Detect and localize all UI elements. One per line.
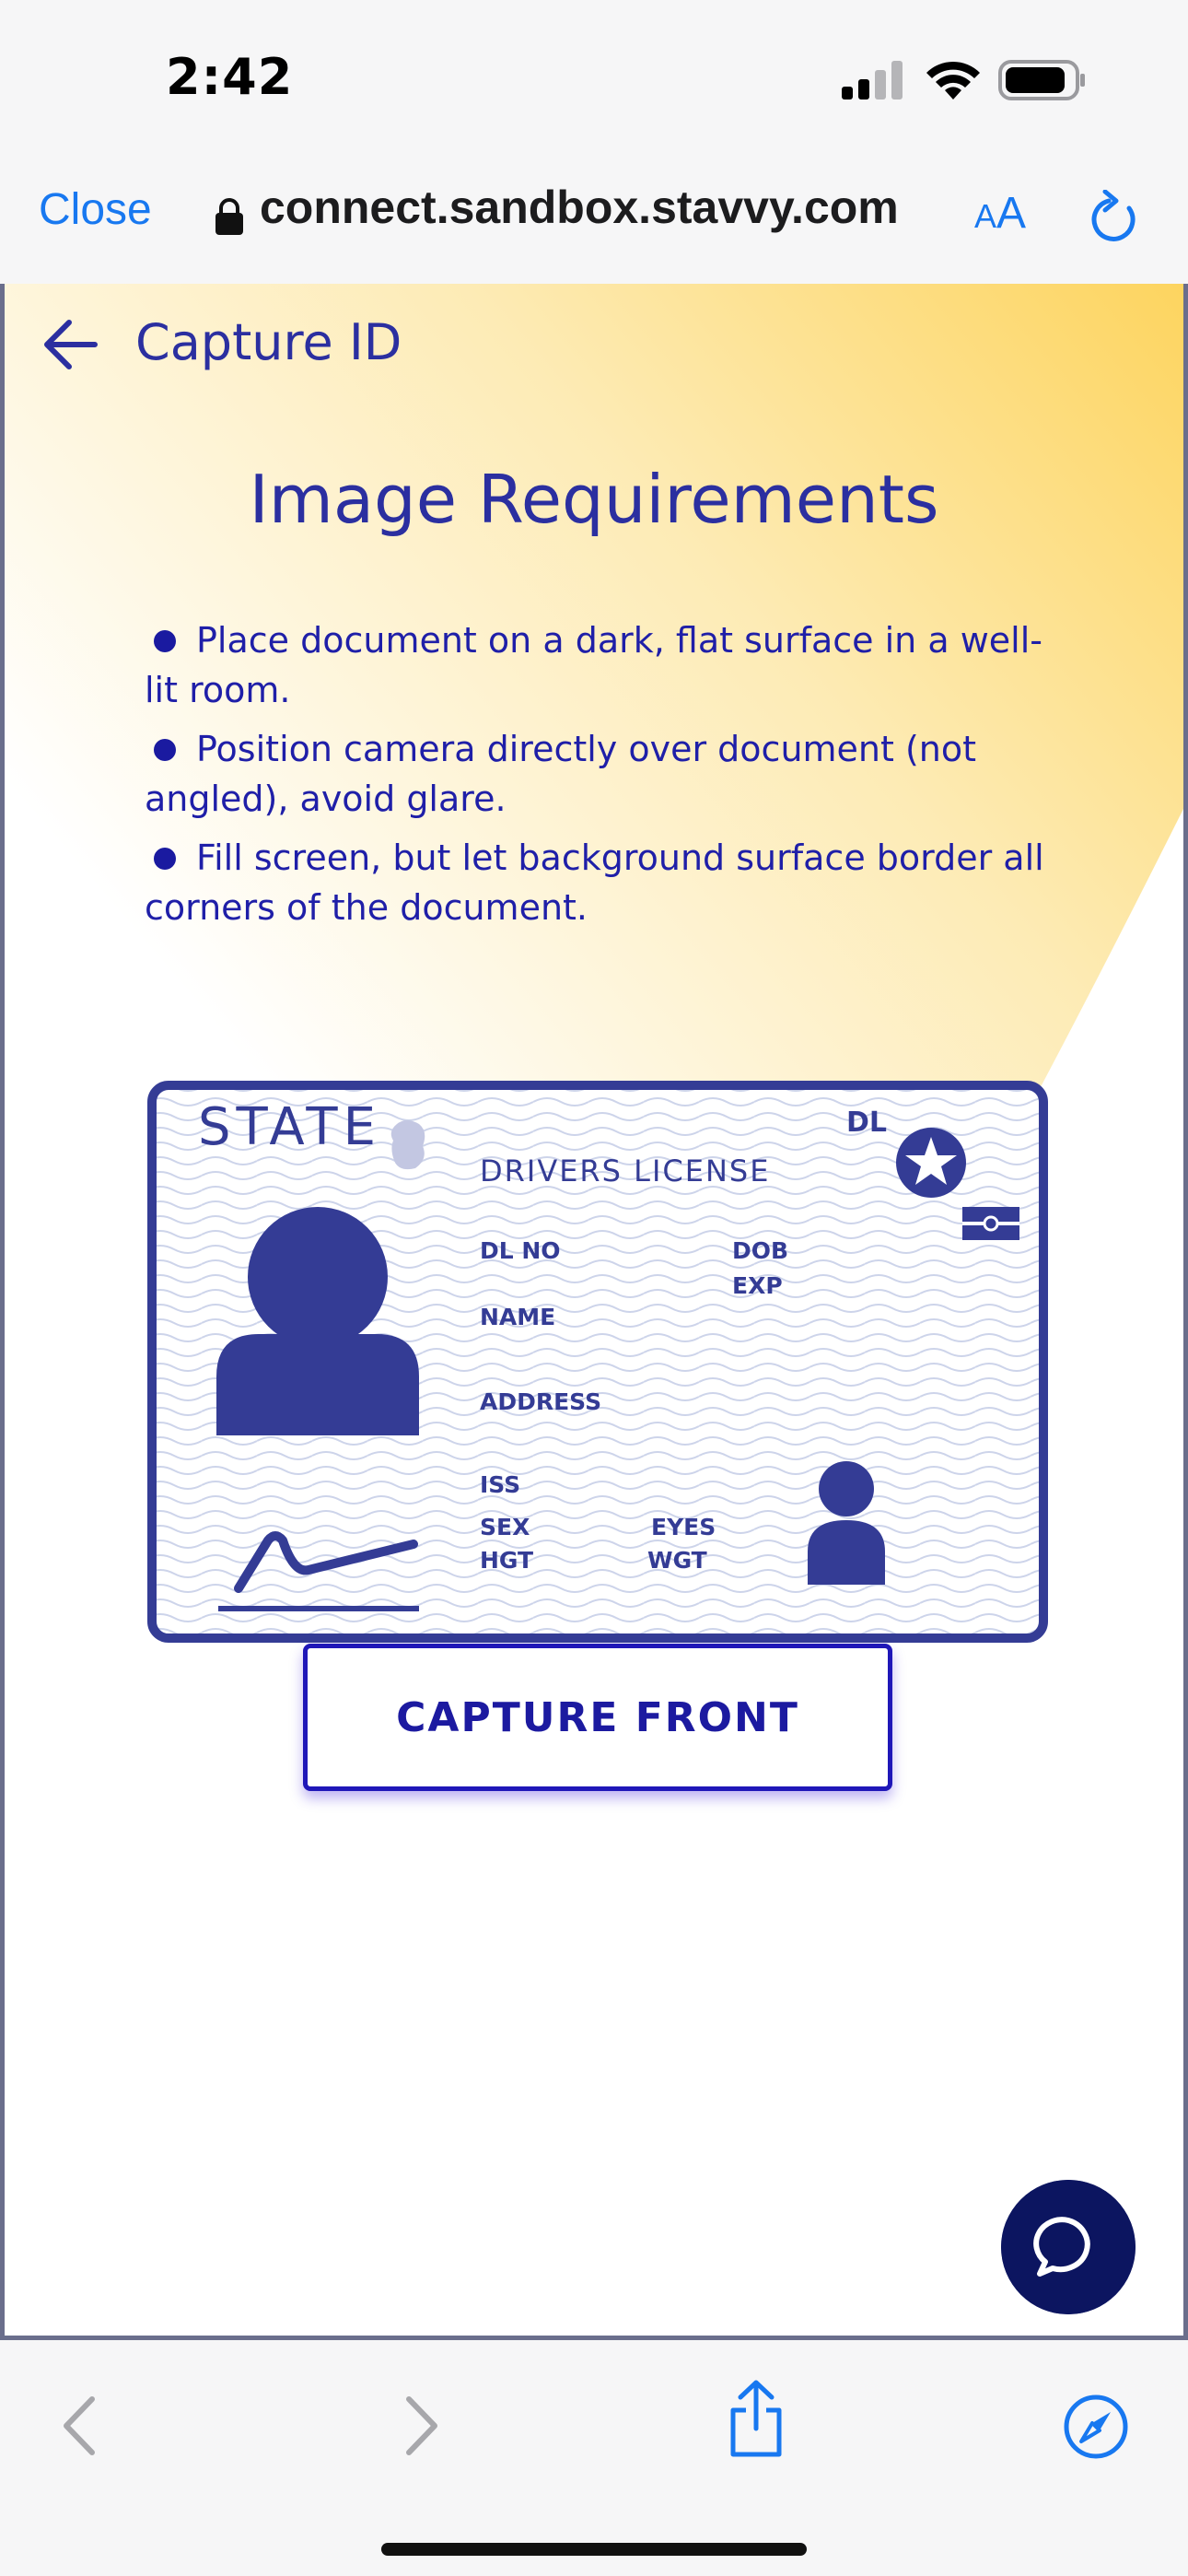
id-card-illustration — [146, 1080, 1049, 1644]
cellular-signal-icon — [840, 61, 906, 100]
browser-address-bar — [0, 157, 1188, 286]
url-text[interactable]: connect.sandbox.stavvy.com — [260, 181, 899, 233]
field-iss: ISS — [480, 1471, 521, 1498]
web-page — [0, 284, 1188, 2340]
field-wgt: WGT — [647, 1547, 707, 1574]
lock-icon — [214, 197, 245, 236]
requirement-text: Fill screen, but let background surface border all corners of the document. — [145, 837, 1044, 928]
field-name: NAME — [480, 1304, 556, 1330]
field-address: ADDRESS — [480, 1388, 602, 1415]
id-type-short: DL — [846, 1107, 888, 1139]
share-icon[interactable] — [726, 2379, 786, 2458]
reload-icon[interactable] — [1089, 190, 1142, 245]
field-dob: DOB — [732, 1237, 789, 1264]
field-hgt: HGT — [480, 1547, 534, 1574]
text-size-small-label: A — [974, 197, 997, 235]
wifi-icon — [923, 57, 984, 101]
field-sex: SEX — [480, 1514, 530, 1540]
field-eyes: EYES — [651, 1514, 716, 1540]
close-button[interactable]: Close — [39, 185, 152, 234]
id-state-label: STATE — [198, 1097, 381, 1157]
back-chevron-icon[interactable] — [59, 2394, 99, 2458]
requirements-heading: Image Requirements — [249, 461, 939, 538]
photo-body-icon — [216, 1334, 419, 1435]
list-item — [145, 724, 1047, 824]
state-shape-icon — [391, 1120, 425, 1169]
bullet-icon — [154, 848, 176, 870]
forward-chevron-icon[interactable] — [402, 2394, 442, 2458]
field-dl-no: DL NO — [480, 1237, 561, 1264]
photo-head-icon — [248, 1207, 388, 1347]
field-exp: EXP — [732, 1272, 783, 1299]
requirement-text: Place document on a dark, flat surface in a well-lit room. — [145, 620, 1042, 710]
chat-button[interactable] — [1001, 2180, 1136, 2314]
page-title: Capture ID — [135, 313, 402, 371]
bullet-icon — [154, 630, 176, 652]
id-type-long: DRIVERS LICENSE — [480, 1153, 771, 1188]
requirement-text: Position camera directly over document (not angled), avoid glare. — [145, 729, 977, 819]
capture-front-button[interactable]: CAPTURE FRONT — [303, 1644, 892, 1791]
home-indicator — [381, 2543, 807, 2556]
list-item — [145, 833, 1047, 932]
text-size-button[interactable] — [974, 188, 1026, 239]
bullet-icon — [154, 739, 176, 761]
battery-icon — [998, 59, 1087, 101]
requirements-list — [145, 615, 1047, 942]
small-photo-body-icon — [808, 1520, 885, 1585]
text-size-big-label: A — [996, 189, 1027, 238]
list-item — [145, 615, 1047, 715]
browser-toolbar — [0, 2340, 1188, 2576]
compass-icon[interactable] — [1063, 2394, 1129, 2460]
back-arrow-icon[interactable] — [41, 319, 99, 370]
status-time: 2:42 — [166, 48, 294, 106]
small-photo-head-icon — [819, 1461, 874, 1516]
status-bar — [0, 0, 1188, 157]
